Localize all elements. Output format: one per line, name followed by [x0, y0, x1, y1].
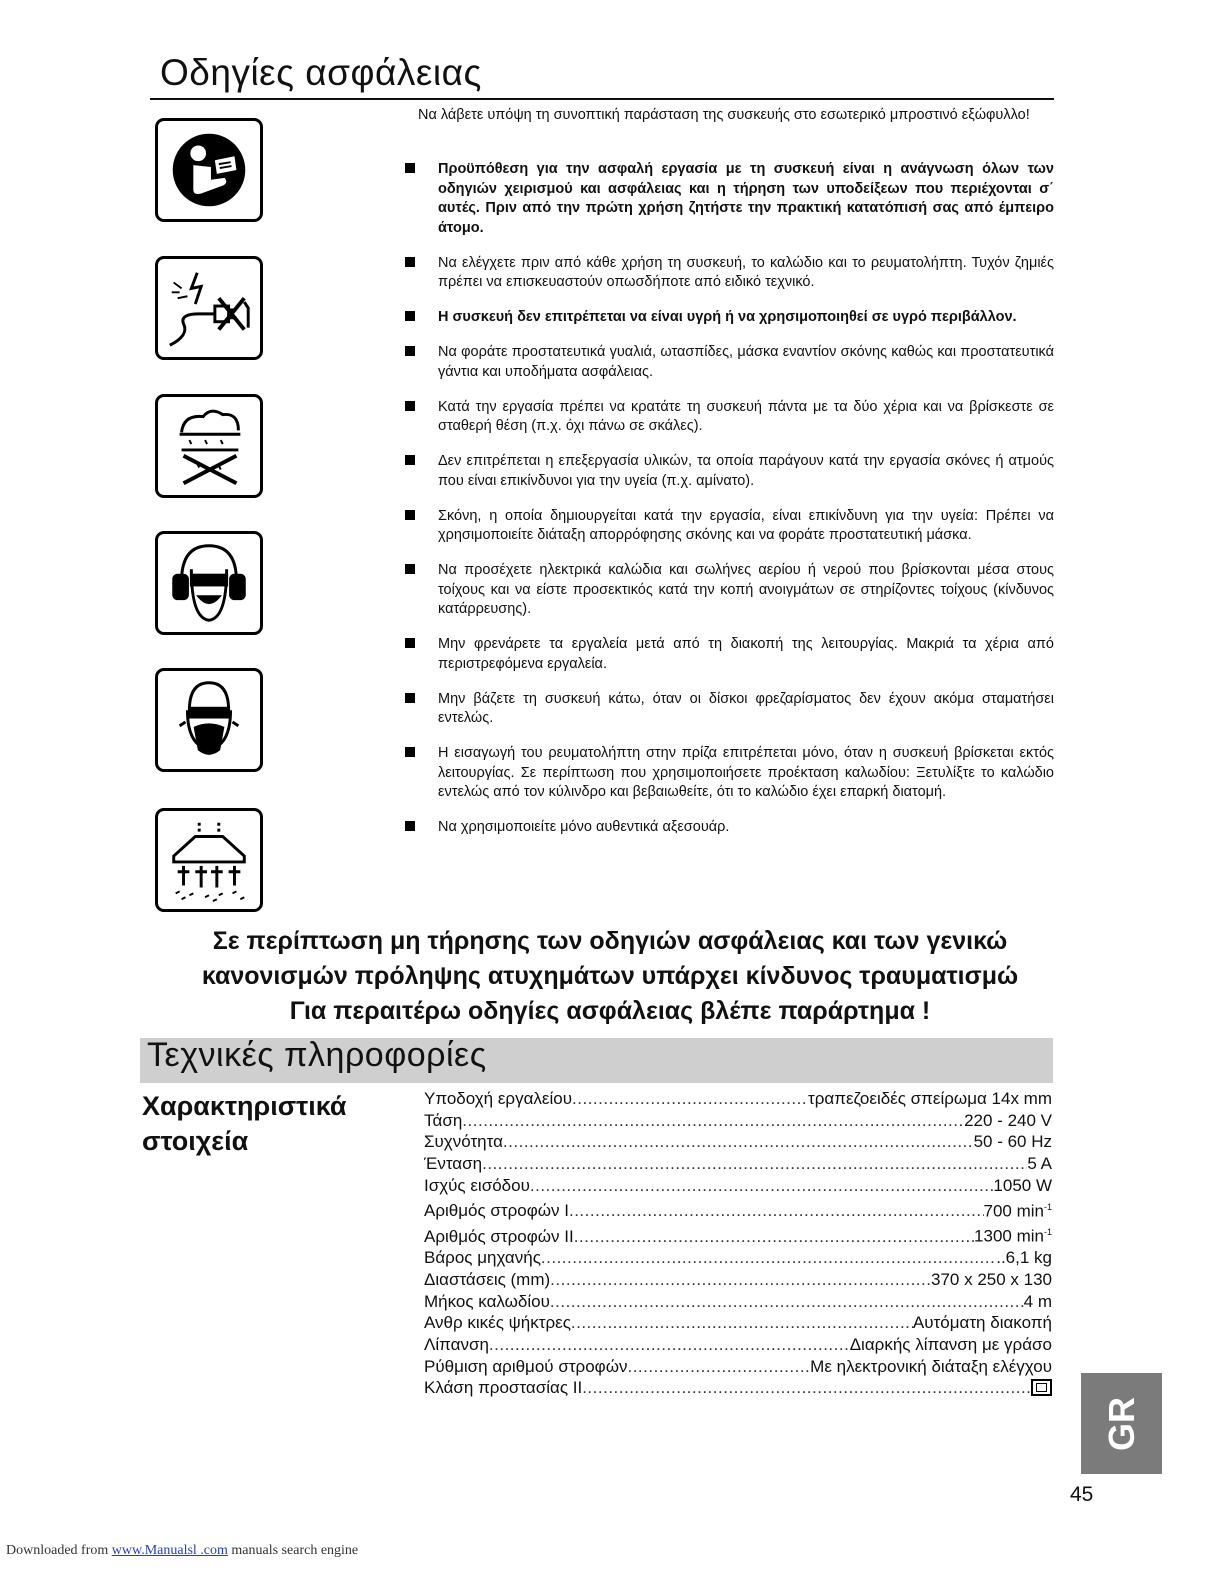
spec-label: Λίπανση: [424, 1335, 489, 1355]
bullet-icon: [405, 455, 415, 465]
spec-label: Αριθμός στροφών II: [424, 1226, 574, 1246]
rule-text: Να ελέγχετε πριν από κάθε χρήση τη συσκευή, το καλώδιο και το ρευματολήπτη. Τυχόν ζημιές πρέπει να επισκευαστούν οπωσδήποτε από ειδικό τεχνικό.: [438, 254, 1054, 290]
rule-text: Προϋπόθεση για την ασφαλή εργασία με τη συσκευή είναι η ανάγνωση όλων των οδηγιών χειρισμού και ασφάλειας και η τήρηση των υποδείξεων που περιέχονται σ΄ αυτές. Πριν από την πρώτη χρήση ζητήστε την πρακτική κατατόπισή σας από έμπειρο άτομο.: [438, 161, 1054, 236]
safety-rules-list: [402, 160, 1054, 853]
bullet-icon: [405, 510, 415, 520]
spec-value: [974, 1222, 1052, 1247]
rule-text: Μην βάζετε τη συσκευή κάτω, όταν οι δίσκοι φρεζαρίσματος δεν έχουν ακόμα σταματήσει εντελώς.: [438, 690, 1054, 726]
title-divider: [150, 98, 1054, 100]
bullet-icon: [405, 564, 415, 574]
list-item: [402, 160, 1054, 238]
spec-value: [984, 1197, 1053, 1222]
spec-label: Ανθρ κικές ψήκτρες: [424, 1313, 571, 1333]
spec-value-text: 1300 min: [974, 1226, 1044, 1246]
rule-text: Να χρησιμοποιείτε μόνο αυθεντικά αξεσουάρ.: [438, 819, 730, 835]
section-title: Τεχνικές πληροφορίες: [147, 1036, 487, 1074]
leader-dots: [627, 1356, 810, 1378]
table-row: [424, 1175, 1052, 1197]
spec-label: Μήκος καλωδίου: [424, 1291, 550, 1311]
table-row: [424, 1377, 1052, 1399]
injury-warning: [150, 924, 1070, 1029]
spec-value: 220 - 240 V: [964, 1110, 1052, 1130]
warning-line: Για περαιτέρω οδηγίες ασφάλειας βλέπε παράρτημα !: [289, 997, 931, 1025]
page-number: 45: [1070, 1483, 1094, 1506]
bullet-icon: [405, 257, 415, 267]
table-row: [424, 1153, 1052, 1175]
rule-text: Μην φρενάρετε τα εργαλεία μετά από τη διακοπή της λειτουργίας. Μακριά τα χέρια από περιστρεφόμενα εργαλεία.: [438, 636, 1054, 672]
spec-value: ..6,1 kg: [996, 1248, 1052, 1268]
table-row: [424, 1247, 1052, 1269]
list-item: [402, 254, 1054, 293]
bullet-icon: [405, 693, 415, 703]
bullet-icon: [405, 346, 415, 356]
spec-label: Ισχύς εισόδου: [424, 1175, 530, 1195]
rule-text: Σκόνη, η οποία δημιουργείται κατά την εργασία, είναι επικίνδυνη για την υγεία: Πρέπει να χρησιμοποιείτε διάταξη απορρόφησης σκόνης και να φοράτε προστατευτική μάσκα.: [438, 507, 1054, 543]
spec-label: Κλάση προστασίας II: [424, 1378, 583, 1398]
spec-value: 4 m: [1023, 1291, 1052, 1311]
spec-value-text: 700 min: [983, 1201, 1044, 1221]
spec-label: Διαστάσεις (mm): [424, 1269, 551, 1289]
manuals-link[interactable]: www.Manualsl .com: [111, 1543, 228, 1558]
spec-value: Αυτόματη διακοπή: [912, 1313, 1052, 1333]
check-cable-icon: [155, 256, 263, 360]
rule-text: Κατά την εργασία πρέπει να κρατάτε τη συσκευή πάντα με τα δύο χέρια και να βρίσκεστε σε σταθερή θέση (π.χ. όχι πάνω σε σκάλες).: [438, 398, 1054, 434]
rule-text: Δεν επιτρέπεται η επεξεργασία υλικών, τα οποία παράγουν κατά την εργασία σκόνες ή ατμούς που είναι επικίνδυνοι για την υγεία (π.χ. αμίνατο).: [438, 453, 1054, 489]
leader-dots: [572, 1088, 808, 1110]
intro-text: Να λάβετε υπόψη τη συνοπτική παράσταση της συσκευής στο εσωτερικό μπροστινό εξώφυλλο!: [418, 107, 1030, 123]
dust-extraction-icon: [155, 808, 263, 912]
leader-dots: [489, 1334, 850, 1356]
language-tab: [1081, 1373, 1162, 1474]
table-row: [424, 1356, 1052, 1378]
read-manual-icon: [155, 118, 263, 222]
list-item: [402, 343, 1054, 382]
bullet-icon: [405, 311, 415, 321]
rule-text: Η συσκευή δεν επιτρέπεται να είναι υγρή ή να χρησιμοποιηθεί σε υγρό περιβάλλον.: [438, 309, 1017, 325]
table-row: [424, 1110, 1052, 1132]
spec-value: τραπεζοειδές σπείρωμα 14x mm: [808, 1089, 1052, 1108]
list-item: [402, 818, 1054, 838]
spec-label: Ένταση: [424, 1154, 483, 1174]
bullet-icon: [405, 401, 415, 411]
spec-value: Με ηλεκτρονική διάταξη ελέγχου: [810, 1356, 1052, 1376]
spec-value: 50 - 60 Hz: [973, 1132, 1052, 1152]
list-item: [402, 561, 1054, 620]
list-item: [402, 398, 1054, 437]
leader-dots: [569, 1200, 984, 1222]
warning-line: Σε περίπτωση μη τήρησης των οδηγιών ασφάλειας και των γενικώ: [212, 927, 1008, 955]
bullet-icon: [405, 821, 415, 831]
table-row: [424, 1291, 1052, 1313]
ear-eye-protection-icon: [155, 531, 263, 635]
spec-value: [1031, 1377, 1052, 1399]
bullet-icon: [405, 638, 415, 648]
table-row: [424, 1269, 1052, 1291]
language-tab-label: GR: [1100, 1396, 1142, 1451]
list-item: [402, 635, 1054, 674]
list-item: [402, 744, 1054, 803]
table-row: [424, 1334, 1052, 1356]
list-item: [402, 690, 1054, 729]
list-item: [402, 507, 1054, 546]
no-wet-environment-icon: [155, 394, 263, 498]
leader-dots: [574, 1226, 974, 1248]
table-row: [424, 1131, 1052, 1153]
spec-label: Ρύθμιση αριθμού στροφών: [424, 1356, 628, 1376]
characteristics-title-line: στοιχεία: [142, 1126, 249, 1156]
spec-value: 370 x 250 x 130: [931, 1269, 1052, 1289]
leader-dots: [541, 1247, 996, 1269]
footer-suffix: manuals search engine: [231, 1543, 359, 1558]
dust-mask-icon: [155, 668, 263, 772]
download-footer: [6, 1543, 358, 1559]
spec-value: 1050 W: [993, 1175, 1052, 1195]
unit-exponent: -1: [1043, 1226, 1052, 1237]
unit-exponent: -1: [1043, 1201, 1052, 1212]
spec-value: Διαρκής λίπανση με γράσο: [849, 1335, 1052, 1355]
spec-label: Αριθμός στροφών I: [424, 1201, 569, 1221]
table-row: [424, 1222, 1052, 1247]
footer-prefix: Downloaded from: [6, 1543, 109, 1558]
spec-value: 5 A: [1027, 1154, 1052, 1174]
leader-dots: [550, 1269, 931, 1291]
bullet-icon: [405, 747, 415, 757]
spec-label: Συχνότητα: [424, 1132, 503, 1152]
spec-label: Τάση: [424, 1110, 463, 1130]
list-item: [402, 308, 1054, 328]
rule-text: Να προσέχετε ηλεκτρικά καλώδια και σωλήνες αερίου ή νερού που βρίσκονται μέσα στους τοίχους και να είστε προσεκτικός κατά την κοπή ανοιγμάτων σε στηρίζοντες τοίχους (κίνδυνος κατάρρευσης).: [438, 562, 1054, 617]
leader-dots: [462, 1110, 964, 1132]
warning-line: κανονισμών πρόληψης ατυχημάτων υπάρχει κίνδυνος τραυματισμώ: [201, 962, 1019, 990]
characteristics-title: [142, 1089, 392, 1159]
table-row: [424, 1197, 1052, 1222]
table-row: [424, 1312, 1052, 1334]
bullet-icon: [405, 163, 415, 173]
rule-text: Να φοράτε προστατευτικά γυαλιά, ωτασπίδες, μάσκα εναντίον σκόνης καθώς και προστατευτικά γάντια και υποδήματα ασφάλειας.: [438, 344, 1054, 380]
leader-dots: [550, 1291, 1024, 1313]
leader-dots: [582, 1377, 1031, 1399]
leader-dots: [571, 1312, 913, 1334]
rule-text: Η εισαγωγή του ρευματολήπτη στην πρίζα επιτρέπεται μόνο, όταν η συσκευή βρίσκεται εκτός λειτουργίας. Σε περίπτωση που χρησιμοποιήσετε προέκταση καλωδίου: Ξετυλίξτε το καλώδιο εντελώς από τον κύλινδρο και βεβαιωθείτε, ότι το καλώδιο έχει επαρκή διατομή.: [438, 745, 1054, 800]
leader-dots: [482, 1153, 1027, 1175]
spec-label: Υποδοχή εργαλείου: [424, 1089, 573, 1108]
page-title: Οδηγίες ασφάλειας: [160, 52, 482, 93]
characteristics-title-line: Χαρακτηριστικά: [142, 1091, 347, 1121]
table-row: [424, 1088, 1052, 1110]
spec-label: Βάρος μηχανής: [424, 1248, 541, 1268]
leader-dots: [530, 1175, 994, 1197]
leader-dots: [503, 1131, 974, 1153]
list-item: [402, 452, 1054, 491]
specs-table: [424, 1088, 1052, 1399]
protection-class-ii-icon: [1031, 1379, 1052, 1396]
